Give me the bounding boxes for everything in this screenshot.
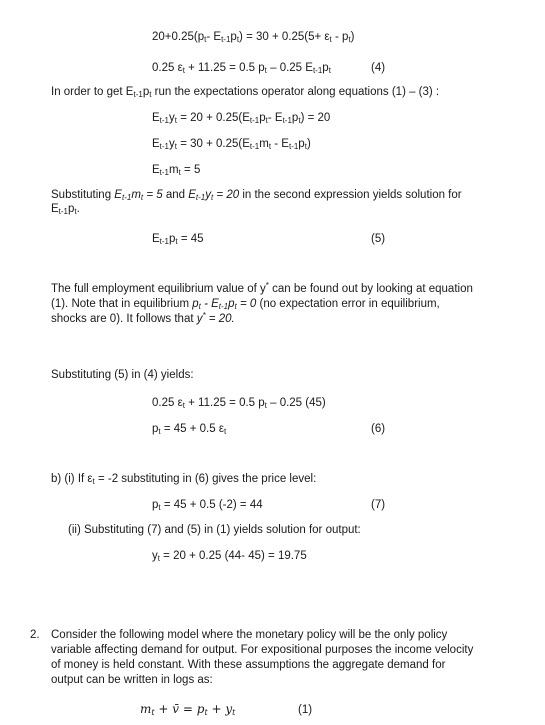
equation-number: (7) (371, 499, 386, 511)
equation-line: $E_{t-1}y_t = 20 + 0.25(E_{t-1}p_t-$ $E_{t-1}p_t) = 20$ (152, 112, 331, 125)
question-line: variable affecting demand for output. For expositional purposes the income velocity (51, 644, 474, 656)
question-line: of money is held constant. With these assumptions the aggregate demand for (51, 659, 446, 671)
question-line: output can be written in logs as: (51, 674, 213, 686)
paragraph: Substituting (5) in (4) yields: (51, 369, 194, 381)
paragraph: In order to get $E_{t-1}p_t$ run the expectations operator along equations (1) – (3) : (51, 86, 440, 99)
question-line: Consider the following model where the monetary policy will be the only policy (51, 629, 448, 641)
equation-number: (4) (371, 62, 386, 74)
paragraph-line: shocks are 0). It follows that y* = 20. (51, 311, 235, 325)
equation-line: $20+0.25(p_t-$ $E_{t-1}p_t) = 30 + 0.25(5+ \varepsilon_t - p_t)$ (152, 31, 355, 44)
equation-number: (5) (371, 233, 386, 245)
equation-line: $E_{t-1}y_t = 30 + 0.25(E_{t-1}m_t - E_{t-1}p_t)$ (152, 138, 311, 151)
equation-6: $p_t = 45 + 0.5$ $\varepsilon_t$ (152, 423, 227, 436)
paragraph: Substituting $E_{t-1}m_t = 5$ and $E_{t-1}y_t = 20$ in the second expression yields solution for (51, 189, 462, 202)
paragraph-line: (1). Note that in equilibrium $p_t - E_{t-1}p_t = 0$ (no expectation error in equilibrium, (51, 298, 440, 311)
paragraph-line: The full employment equilibrium value of y* can be found out by looking at equation (51, 281, 473, 295)
equation-line: $y_t = 20 + 0.25$ (44- 45) = 19.75 (152, 550, 307, 563)
paragraph: (ii) Substituting (7) and (5) in (1) yields solution for output: (68, 524, 361, 536)
equation-number: (1) (298, 704, 313, 716)
equation-number: (6) (371, 423, 386, 435)
question-number: 2. (30, 629, 40, 641)
equation-line: 0.25 $\varepsilon_t + 11.25 = 0.5$ $p_t - 0.25$ (45) (152, 397, 326, 410)
equation-1: $m_t$ + v̄ = $p_t + y_t$ (140, 702, 236, 717)
paragraph-line: $E_{t-1}p_t$. (51, 203, 80, 216)
equation-7: $p_t = 45 + 0.5$ (-2) = 44 (152, 499, 263, 512)
paragraph: b) (i) If $\varepsilon_t = -2$ substituting in (6) gives the price level: (51, 473, 317, 486)
equation-5: $E_{t-1}p_t = 45$ (152, 233, 204, 246)
equation-4: 0.25 $\varepsilon_t + 11.25 = 0.5$ $p_t - 0.25$ $E_{t-1}p_t$ (152, 62, 331, 75)
equation-line: $E_{t-1}m_t = 5$ (152, 164, 201, 177)
